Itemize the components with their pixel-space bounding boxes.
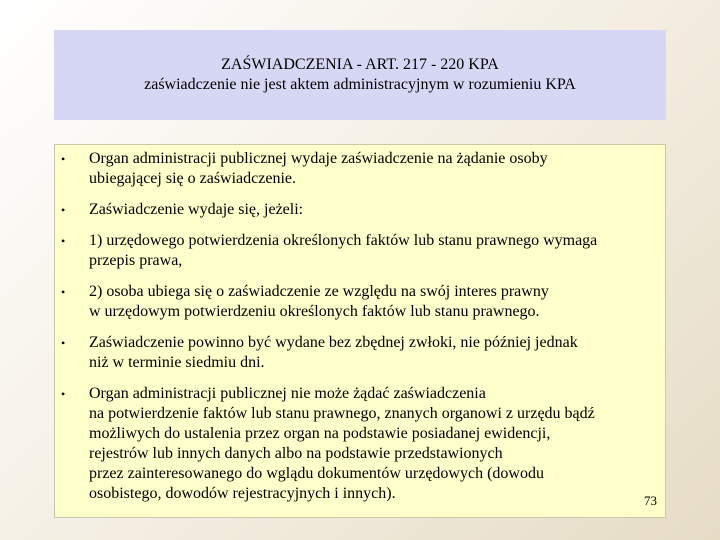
bullet-line: rejestrów lub innych danych albo na podstawie przedstawionych: [89, 445, 503, 462]
bullet-icon: •: [61, 336, 66, 350]
bullet-icon: •: [61, 203, 66, 217]
bullet-line: przepis prawa,: [89, 252, 183, 269]
bullet-icon: •: [61, 152, 66, 166]
bullet-item-4: [55, 282, 667, 322]
bullet-icon: •: [61, 234, 66, 248]
bullet-line: w urzędowym potwierdzeniu określonych faktów lub stanu prawnego.: [89, 303, 540, 320]
page-number: 73: [644, 493, 657, 508]
bullet-icon: •: [61, 285, 66, 299]
bullet-line: Zaświadczenie wydaje się, jeżeli:: [89, 201, 304, 218]
bullet-line: na potwierdzenie faktów lub stanu prawnego, znanych organowi z urzędu bądź: [89, 405, 595, 422]
bullet-line: Organ administracji publicznej wydaje zaświadczenie na żądanie osoby: [89, 150, 548, 167]
bullet-line: osobistego, dowodów rejestracyjnych i innych).: [89, 485, 396, 502]
bullet-line: możliwych do ustalenia przez organ na podstawie posiadanej ewidencji,: [89, 425, 551, 442]
bullet-item-2: [55, 200, 667, 220]
bullet-item-5: [55, 333, 667, 373]
bullet-icon: •: [61, 387, 66, 401]
bullet-line: Organ administracji publicznej nie może żądać zaświadczenia: [89, 385, 486, 402]
bullet-line: 1) urzędowego potwierdzenia określonych faktów lub stanu prawnego wymaga: [89, 232, 598, 249]
content-panel: [54, 144, 666, 518]
bullet-line: 2) osoba ubiega się o zaświadczenie ze względu na swój interes prawny: [89, 283, 549, 300]
slide-subtitle: zaświadczenie nie jest aktem administracyjnym w rozumieniu KPA: [144, 76, 576, 93]
bullet-item-6: [55, 384, 667, 504]
title-banner: [54, 30, 666, 120]
bullet-list: [55, 149, 667, 515]
bullet-line: przez zainteresowanego do wglądu dokumentów urzędowych (dowodu: [89, 465, 544, 482]
slide-title: ZAŚWIADCZENIA - ART. 217 - 220 KPA: [221, 56, 499, 73]
bullet-item-3: [55, 231, 667, 271]
bullet-line: ubiegającej się o zaświadczenie.: [89, 170, 296, 187]
bullet-line: Zaświadczenie powinno być wydane bez zbędnej zwłoki, nie później jednak: [89, 334, 578, 351]
bullet-item-1: [55, 149, 667, 189]
bullet-line: niż w terminie siedmiu dni.: [89, 354, 265, 371]
